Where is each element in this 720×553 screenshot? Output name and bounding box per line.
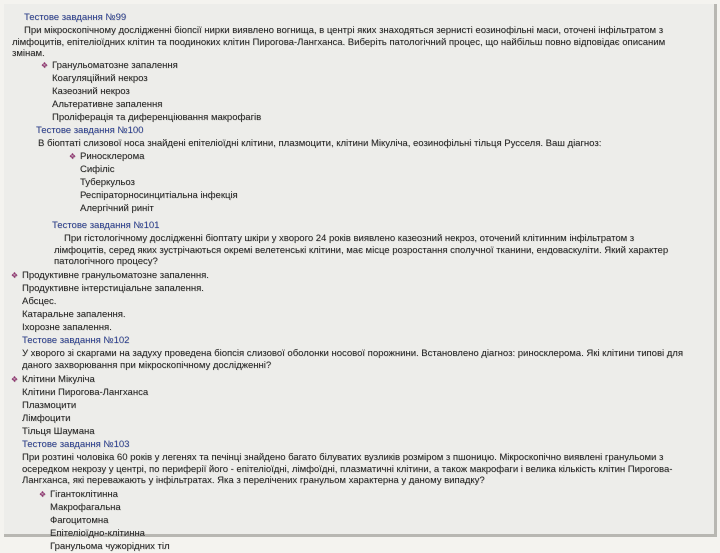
question-103-title: Тестове завдання №103: [22, 439, 130, 450]
question-101-text: При гістологічному дослідженні біоптату шкіри у хворого 24 років виявлено казеозний некроз, оточений клітинним інфільтратом з лімфоцитів, серед яких зустрічаються окремі велетенські клітини, має місце розростання сполучної тканини, ендоваскуліти. Який характер патологічного процесу?: [54, 233, 669, 267]
question-102-text: У хворого зі скаргами на задуху проведена біопсія слизової оболонки носової порожнини. Встановлено діагноз: риносклерома. Які клітини типові для даного захворювання при мікроскопічному дослідженні?: [22, 348, 683, 371]
question-99-text: При мікроскопічному дослідженні біопсії нирки виявлено вогнища, в центрі яких знаходяться зернисті еозинофільні маси, оточені інфільтратом з лімфоцитів, епітеліоїдних клітин та поодиноких клітин Пирогова-Лангханса. Виберіть патологічний процес, що найбільш повно відповідає описаним змінам.: [12, 25, 666, 59]
question-102-option-2[interactable]: Клітини Пирогова-Лангханса: [22, 387, 149, 398]
question-100-option-4[interactable]: Респіраторносинцитіальна інфекція: [80, 190, 238, 201]
question-99-title: Тестове завдання №99: [24, 12, 127, 23]
question-101-option-3[interactable]: Абсцес.: [22, 296, 57, 307]
question-100-text: В біоптаті слизової носа знайдені епітеліоїдні клітини, плазмоцити, клітини Мікуліча, еозинофільні тільця Русселя. Ваш діагноз:: [38, 138, 602, 149]
question-103-option-1[interactable]: ❖ Гігантоклітинна: [38, 489, 118, 500]
question-100-option-5[interactable]: Алергічний риніт: [80, 203, 154, 214]
question-100-title: Тестове завдання №100: [36, 125, 144, 136]
question-100-option-1[interactable]: ❖ Риносклерома: [68, 151, 145, 162]
question-102-title: Тестове завдання №102: [22, 335, 130, 346]
question-101-option-2[interactable]: Продуктивне інтерстиціальне запалення.: [22, 283, 204, 294]
question-99-option-1[interactable]: ❖ Гранульоматозне запалення: [40, 60, 178, 71]
question-102-option-3[interactable]: Плазмоцити: [22, 400, 77, 411]
diamond-bullet-icon: ❖: [10, 375, 19, 384]
question-103-option-4[interactable]: Епітеліоїдно-клітинна: [50, 528, 145, 539]
question-103-option-3[interactable]: Фагоцитомна: [50, 515, 109, 526]
diamond-bullet-icon: ❖: [68, 152, 77, 161]
question-99-option-4[interactable]: Альтеративне запалення: [52, 99, 163, 110]
question-99-option-3[interactable]: Казеозний некроз: [52, 86, 130, 97]
question-102-option-4[interactable]: Лімфоцити: [22, 413, 71, 424]
question-103-option-2[interactable]: Макрофагальна: [50, 502, 121, 513]
question-102-option-5[interactable]: Тільця Шаумана: [22, 426, 95, 437]
question-99-option-5[interactable]: Проліферація та диференціювання макрофагів: [52, 112, 262, 123]
question-100-option-2[interactable]: Сифіліс: [80, 164, 115, 175]
question-100-option-3[interactable]: Туберкульоз: [80, 177, 135, 188]
question-103-option-5[interactable]: Гранульома чужорідних тіл: [50, 541, 170, 552]
question-103-text: При розтині чоловіка 60 років у легенях та печінці знайдено багато білуватих вузликів розміром з пшоницю. Мікроскопічно виявлені гранульоми з осередком некрозу у центрі, по периферії його - епітеліоїдні, лімфоїдні, плазматичні клітини, а також макрофаги і велика кількість клітин Пирогова-Лангханса, які переважають у інфільтратах. Яка з перелічених гранульом характерна у даному випадку?: [22, 452, 673, 486]
diamond-bullet-icon: ❖: [10, 271, 19, 280]
question-101-option-1[interactable]: ❖ Продуктивне гранульоматозне запалення.: [10, 270, 209, 281]
diamond-bullet-icon: ❖: [40, 61, 49, 70]
question-102-option-1[interactable]: ❖ Клітини Мікуліча: [10, 374, 95, 385]
question-99-option-2[interactable]: Коагуляційний некроз: [52, 73, 148, 84]
question-101-title: Тестове завдання №101: [52, 220, 160, 231]
diamond-bullet-icon: ❖: [38, 490, 47, 499]
question-101-option-4[interactable]: Катаральне запалення.: [22, 309, 126, 320]
question-101-option-5[interactable]: Іхорозне запалення.: [22, 322, 112, 333]
slide: [4, 4, 717, 552]
